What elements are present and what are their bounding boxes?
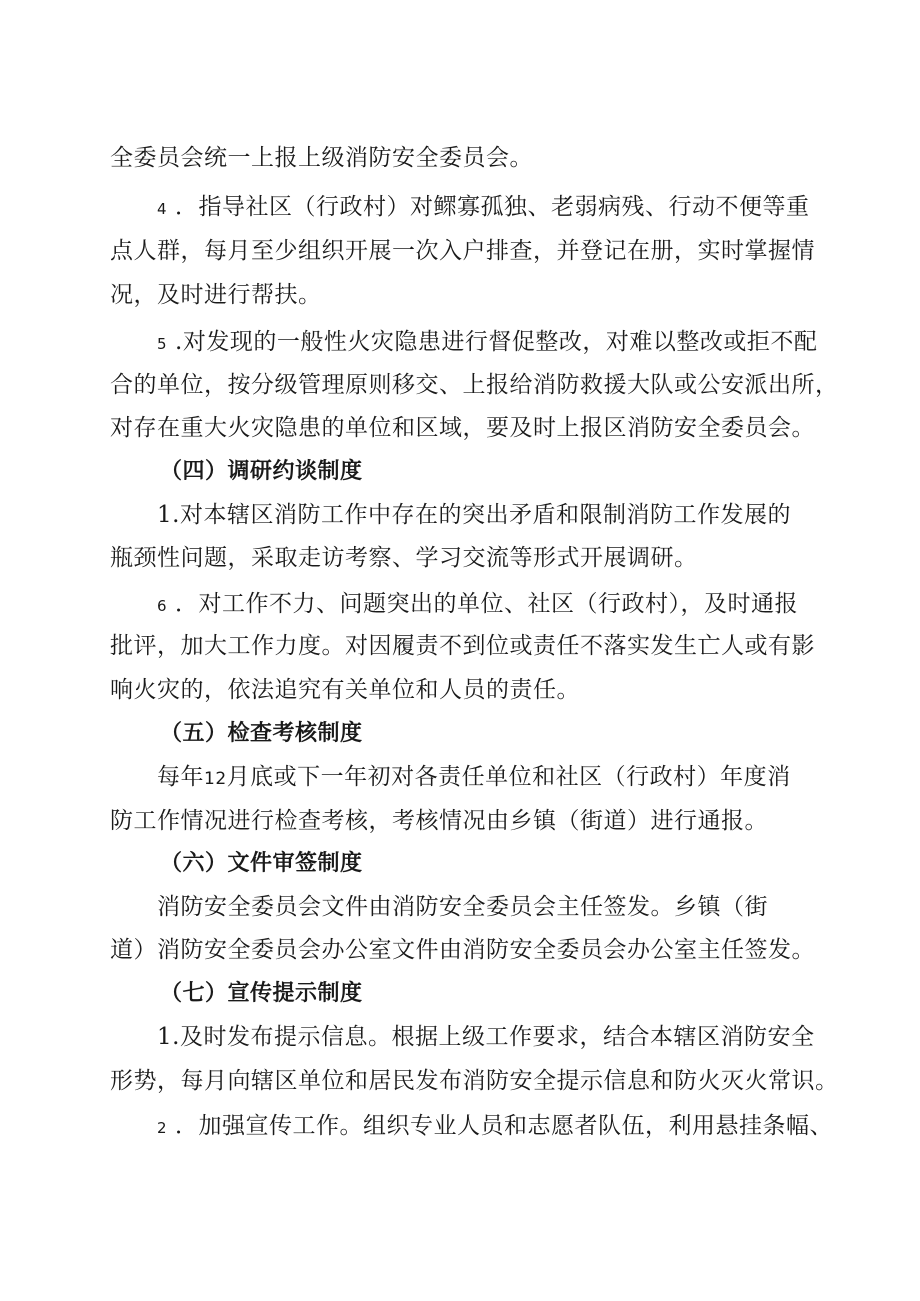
paragraph-line: 5 .对发现的一般性火灾隐患进行督促整改，对难以整改或拒不配 (157, 329, 818, 355)
paragraph-line: 每年12月底或下一年初对各责任单位和社区（行政村）年度消 (157, 764, 791, 790)
paragraph-line: 合的单位，按分级管理原则移交、上报给消防救援大队或公安派出所， (110, 372, 839, 398)
paragraph-line: 1.对本辖区消防工作中存在的突出矛盾和限制消防工作发展的 (157, 502, 791, 528)
section-heading: （四）调研约谈制度 (160, 459, 363, 484)
paragraph-line: 对存在重大火灾隐患的单位和区域，要及时上报区消防安全委员会。 (110, 415, 815, 441)
paragraph-line: 瓶颈性问题，采取走访考察、学习交流等形式开展调研。 (110, 545, 698, 571)
section-heading: （七）宣传提示制度 (160, 981, 363, 1006)
section-heading: （六）文件审签制度 (160, 851, 363, 876)
paragraph-line: 4 ．指导社区（行政村）对鳏寡孤独、老弱病残、行动不便等重 (157, 194, 810, 220)
item-number: 5 (157, 335, 168, 353)
section-heading: （五）检查考核制度 (160, 721, 363, 746)
paragraph-line: 响火灾的，依法追究有关单位和人员的责任。 (110, 677, 580, 703)
paragraph-line: 点人群，每月至少组织开展一次入户排查，并登记在册，实时掌握情 (110, 238, 815, 264)
paragraph-line: 形势，每月向辖区单位和居民发布消防安全提示信息和防火灭火常识。 (110, 1068, 839, 1094)
item-number: 2 (157, 1119, 168, 1137)
paragraph-line: 防工作情况进行检查考核，考核情况由乡镇（街道）进行通报。 (110, 808, 768, 834)
item-number: 6 (157, 597, 168, 615)
paragraph-line: 1.及时发布提示信息。根据上级工作要求，结合本辖区消防安全 (157, 1024, 815, 1050)
paragraph-line: 批评，加大工作力度。对因履责不到位或责任不落实发生亡人或有影 (110, 633, 815, 659)
item-number: 4 (157, 200, 168, 218)
paragraph-line: 况，及时进行帮扶。 (110, 282, 322, 308)
month-number: 12 (204, 769, 227, 789)
paragraph-line: 道）消防安全委员会办公室文件由消防安全委员会办公室主任签发。 (110, 937, 815, 963)
paragraph-line: 6 ．对工作不力、问题突出的单位、社区（行政村），及时通报 (157, 591, 799, 617)
paragraph-line: 消防安全委员会文件由消防安全委员会主任签发。乡镇（街 (157, 894, 768, 920)
paragraph-line: 全委员会统一上报上级消防安全委员会。 (110, 145, 533, 171)
paragraph-line: 2 ．加强宣传工作。组织专业人员和志愿者队伍，利用悬挂条幅、 (157, 1113, 834, 1139)
